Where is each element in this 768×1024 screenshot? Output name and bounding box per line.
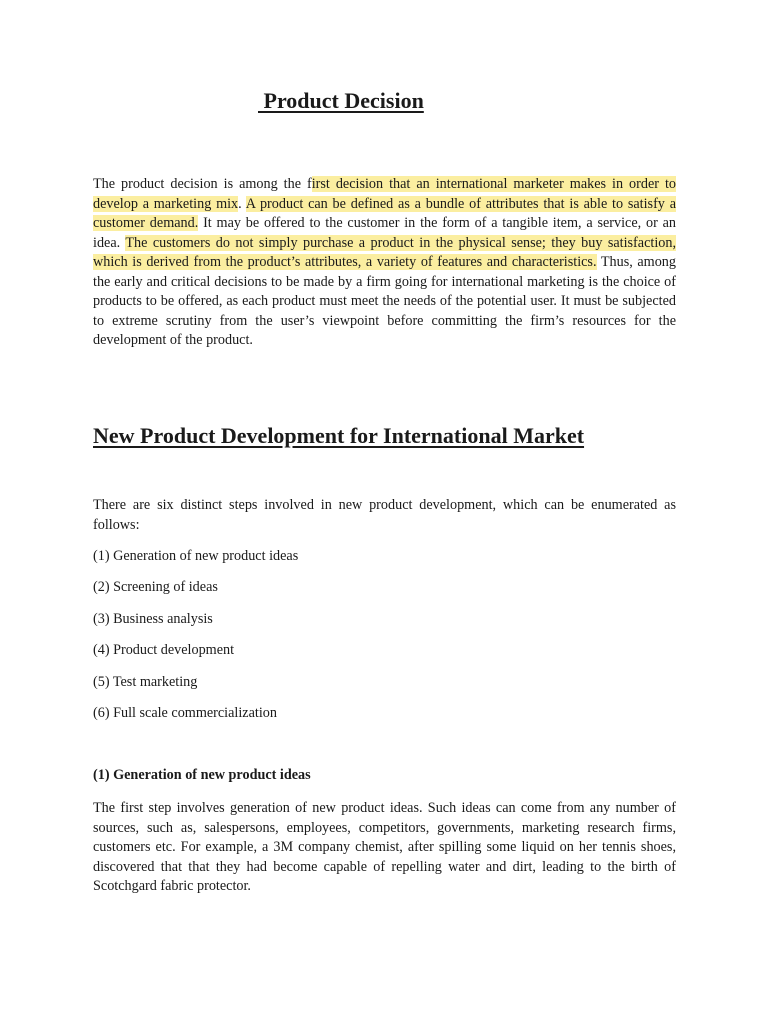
steps-intro-paragraph: There are six distinct steps involved in new product development, which can be enumerated as follows: [93, 497, 676, 533]
intro-highlight-1: irst decision that an international marketer makes in order to develop a marketing mix [93, 176, 677, 212]
step-item-4: (4) Product development [93, 642, 235, 658]
intro-text-3: It may be offered to the customer in the form of a tangible item, a service, or an idea. [93, 215, 676, 251]
intro-paragraph [93, 175, 676, 351]
intro-text-1: The product decision is among the f [93, 176, 312, 192]
page-title: Product Decision [258, 88, 424, 113]
intro-text-2: . [238, 195, 246, 212]
subheading-generation: (1) Generation of new product ideas [93, 767, 311, 783]
step-item-5: (5) Test marketing [93, 674, 198, 690]
step-item-3: (3) Business analysis [93, 611, 213, 627]
intro-highlight-4: The customers do not simply purchase a product in the physical sense; they buy satisfaction, which is derived from the product’s attributes, a variety of features and characteristics. [93, 234, 676, 270]
intro-highlight-3: a customer demand. [93, 195, 676, 231]
intro-text-4: Thus, among the early and critical decisions to be made by a firm going for international marketing is the choice of products to be offered, as each product must meet the needs of the potential user. It must be subjected to extreme scrutiny from the user’s viewpoint before committing the firm’s resources for the development of the product. [93, 254, 676, 348]
step-item-2: (2) Screening of ideas [93, 579, 218, 595]
section-heading: New Product Development for International Market [93, 423, 585, 448]
generation-paragraph: The first step involves generation of new product ideas. Such ideas can come from any number of sources, such as, salespersons, employees, competitors, governments, marketing research firms, customers etc. For example, a 3M company chemist, after spilling some liquid on her tennis shoes, discovered that that they had become capable of repelling water and dirt, leading to the birth of Scotchgard fabric protector. [93, 800, 676, 894]
intro-highlight-2: A product can be defined as a bundle of attributes that is able to satisfy [245, 195, 665, 212]
step-item-6: (6) Full scale commercialization [93, 705, 277, 721]
step-item-1: (1) Generation of new product ideas [93, 548, 299, 564]
